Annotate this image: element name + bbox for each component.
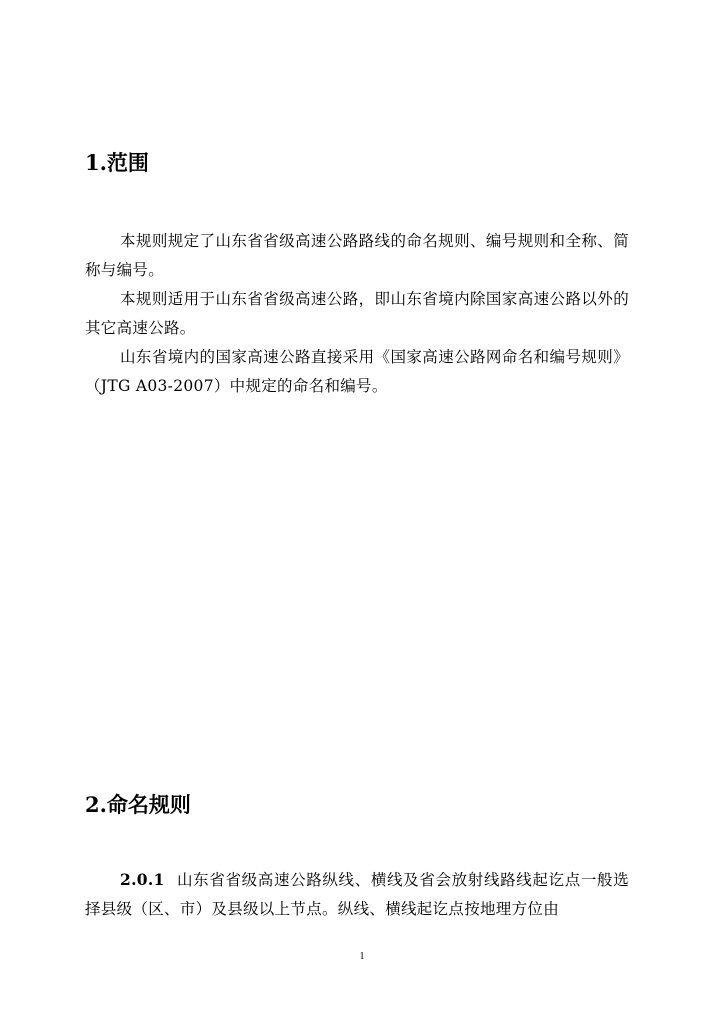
page-number: 1 — [359, 951, 365, 962]
section-1-paragraph-3: 山东省境内的国家高速公路直接采用《国家高速公路网命名和编号规则》（JTG A03-2007）中规定的命名和编号。 — [85, 348, 629, 395]
clause-text: 山东省省级高速公路纵线、横线及省会放射线路线起讫点一般选择县级（区、市）及县级以上节点。纵线、横线起讫点按地理方位由 — [85, 871, 629, 918]
section-1-paragraph-2: 本规则适用于山东省省级高速公路，即山东省境内除国家高速公路以外的其它高速公路。 — [85, 290, 629, 337]
section-1-paragraph-1: 本规则规定了山东省省级高速公路路线的命名规则、编号规则和全称、简称与编号。 — [85, 232, 629, 279]
section-2-heading: 2.命名规则 — [85, 792, 191, 817]
section-1-heading: 1.范围 — [85, 150, 149, 175]
clause-number: 2.0.1 — [120, 870, 165, 889]
clause-2-0-1 — [85, 865, 629, 924]
